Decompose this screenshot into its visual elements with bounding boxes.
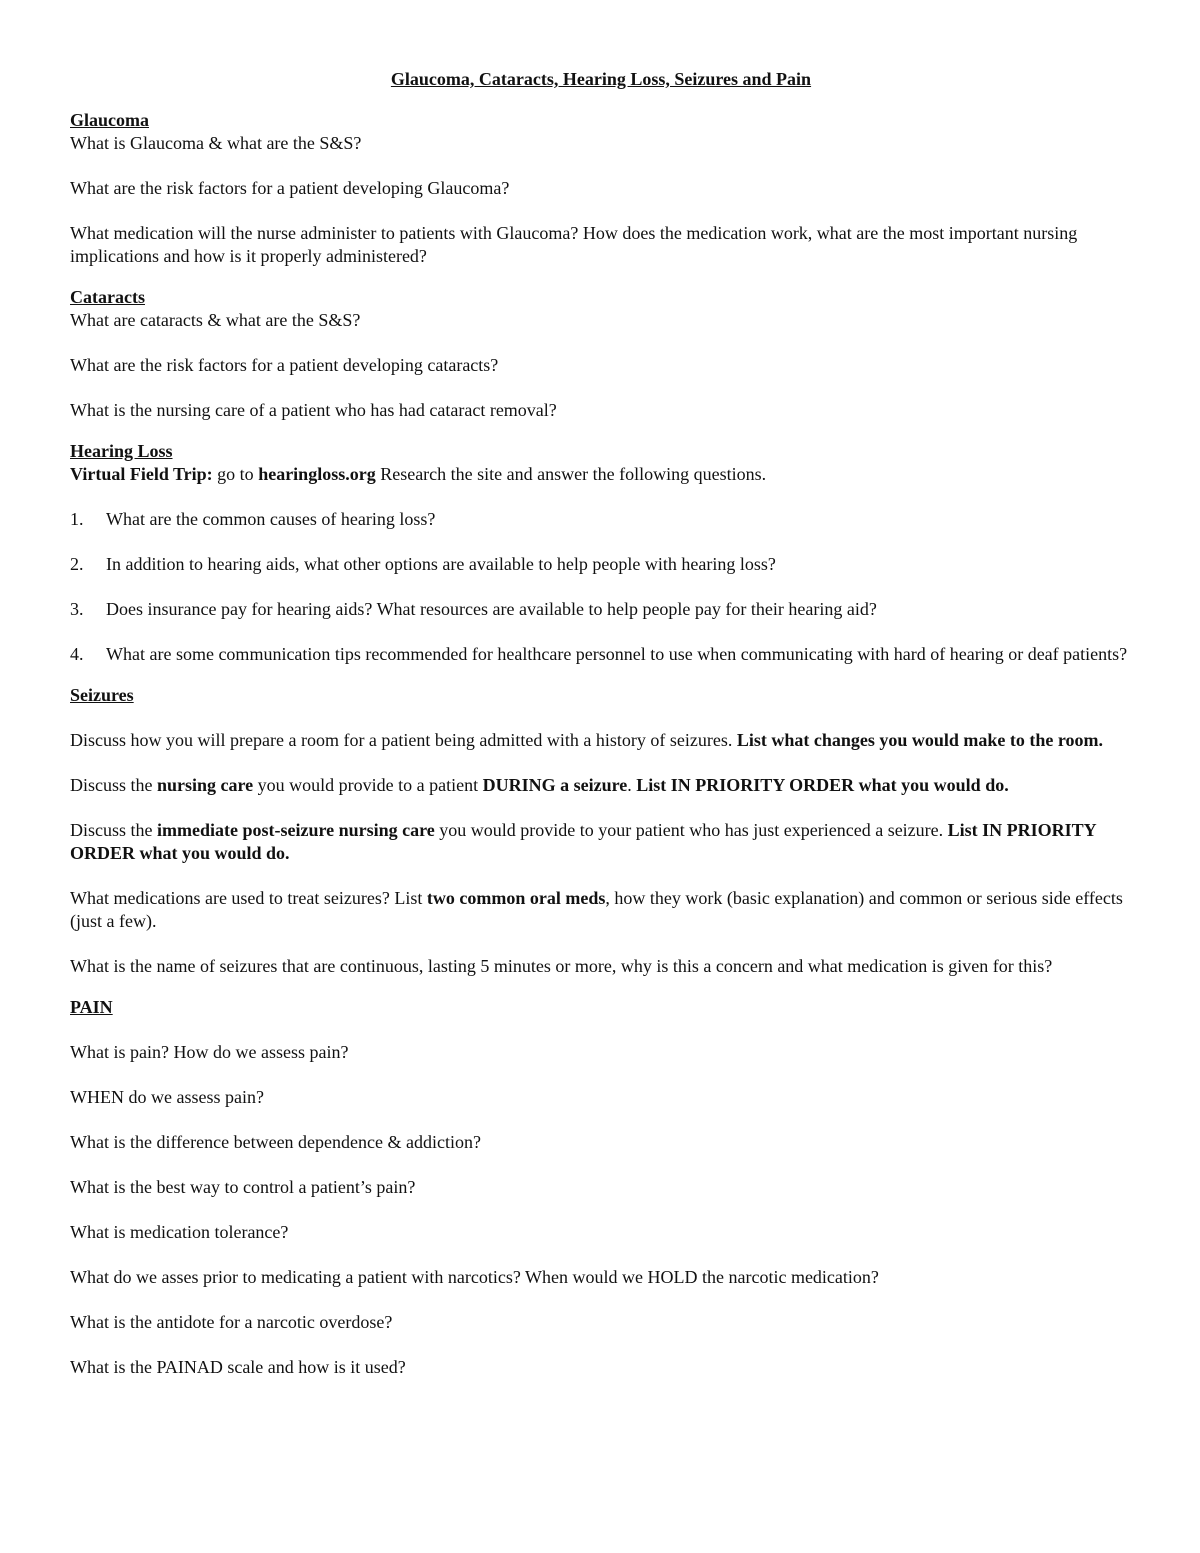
pain-question-8: What is the PAINAD scale and how is it used? [70,1357,406,1377]
hearing-question-2 [70,553,1132,576]
text-run: you would provide to your patient who has just experienced a seizure. [434,820,948,840]
pain-question-4: What is the best way to control a patient’s pain? [70,1177,416,1197]
virtual-field-trip [70,463,1132,486]
bold-run: List IN PRIORITY ORDER what you would do. [636,775,1009,795]
bold-run: List IN PRIORITY ORDER what you would do. [70,820,1097,863]
pain-section [70,996,1132,1379]
seizures-question-3 [70,819,1132,865]
text-run: What medications are used to treat seizures? List [70,888,427,908]
text-run: you would provide to a patient [253,775,483,795]
document-title: Glaucoma, Cataracts, Hearing Loss, Seizures and Pain [390,69,812,89]
hearing-loss-section [70,440,1132,666]
seizures-question-2 [70,774,1132,797]
text-run: Discuss the [70,775,157,795]
bold-run: DURING a seizure [482,775,628,795]
document-page [70,68,1132,1379]
pain-question-5: What is medication tolerance? [70,1222,289,1242]
bold-run: List what changes you would make to the room. [736,730,1104,750]
seizures-heading: Seizures [70,685,134,705]
list-number: 1. [70,509,84,529]
hearing-question-1 [70,508,1132,531]
seizures-question-5: What is the name of seizures that are continuous, lasting 5 minutes or more, why is this a concern and what medication is given for this? [70,956,1053,976]
list-number: 4. [70,644,84,664]
pain-question-2: WHEN do we assess pain? [70,1087,264,1107]
glaucoma-question-3: What medication will the nurse administer to patients with Glaucoma? How does the medication work, what are the most important nursing implications and how is it properly administered? [70,223,1078,266]
cataracts-question-3: What is the nursing care of a patient who has had cataract removal? [70,400,557,420]
pain-question-7: What is the antidote for a narcotic overdose? [70,1312,393,1332]
list-item-text: Does insurance pay for hearing aids? What resources are available to help people pay for their hearing aid? [106,599,877,619]
hearing-loss-heading: Hearing Loss [70,441,173,461]
pain-question-6: What do we asses prior to medicating a patient with narcotics? When would we HOLD the narcotic medication? [70,1267,879,1287]
pain-question-1: What is pain? How do we assess pain? [70,1042,349,1062]
glaucoma-heading: Glaucoma [70,110,149,130]
text-run: Discuss the [70,820,157,840]
glaucoma-question-1: What is Glaucoma & what are the S&S? [70,133,362,153]
text-run: . [627,775,637,795]
list-item-text: What are the common causes of hearing loss? [106,509,436,529]
bold-run: two common oral meds [426,888,606,908]
glaucoma-section [70,109,1132,268]
seizures-section [70,684,1132,978]
virtual-field-trip-instructions: Research the site and answer the following questions. [375,464,767,484]
pain-heading: PAIN [70,997,113,1017]
cataracts-question-2: What are the risk factors for a patient developing cataracts? [70,355,499,375]
virtual-field-trip-go: go to [212,464,259,484]
hearing-question-3 [70,598,1132,621]
seizures-question-4 [70,887,1132,933]
list-item-text: What are some communication tips recommended for healthcare personnel to use when communicating with hard of hearing or deaf patients? [106,644,1128,664]
cataracts-heading: Cataracts [70,287,145,307]
cataracts-question-1: What are cataracts & what are the S&S? [70,310,361,330]
list-number: 2. [70,554,84,574]
bold-run: immediate post-seizure nursing care [157,820,435,840]
text-run: Discuss how you will prepare a room for a patient being admitted with a history of seizures. [70,730,737,750]
list-item-text: In addition to hearing aids, what other options are available to help people with hearing loss? [106,554,776,574]
pain-question-3: What is the difference between dependence & addiction? [70,1132,481,1152]
bold-run: nursing care [157,775,254,795]
text-run: , how they work (basic explanation) and common or serious side effects (just a few). [70,888,1123,931]
list-number: 3. [70,599,84,619]
glaucoma-question-2: What are the risk factors for a patient developing Glaucoma? [70,178,510,198]
hearingloss-site: hearingloss.org [258,464,376,484]
virtual-field-trip-label: Virtual Field Trip: [70,464,213,484]
cataracts-section [70,286,1132,422]
hearing-question-4 [70,643,1132,666]
seizures-question-1 [70,729,1132,752]
